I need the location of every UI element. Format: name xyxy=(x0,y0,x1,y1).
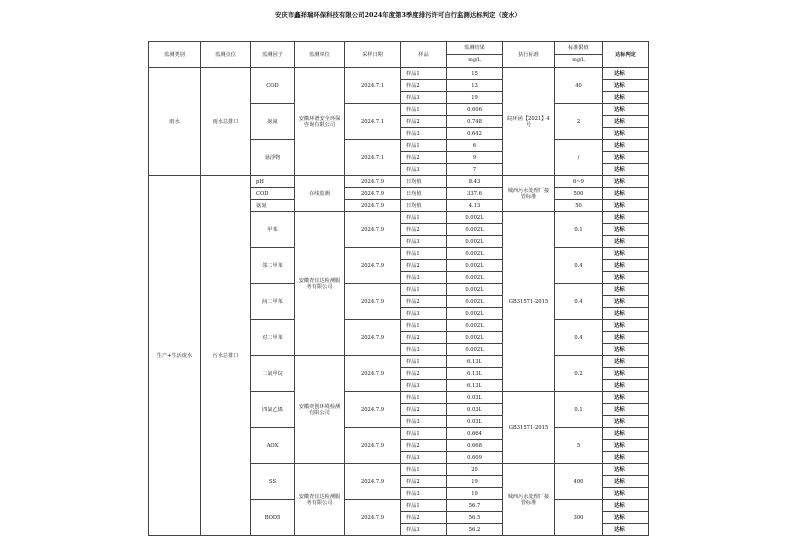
factor-cell: 邻二甲苯 xyxy=(251,248,295,284)
judgement-cell: 达标 xyxy=(603,284,649,296)
result-cell: 0.664 xyxy=(447,428,503,440)
location-cell: 污水总排口 xyxy=(201,176,251,536)
sample-cell: 样品3 xyxy=(401,164,447,176)
sample-cell: 样品1 xyxy=(401,428,447,440)
limit-cell: 5 xyxy=(555,428,603,464)
sample-cell: 样品2 xyxy=(401,296,447,308)
sample-cell: 样品3 xyxy=(401,416,447,428)
sample-cell: 样品3 xyxy=(401,128,447,140)
judgement-cell: 达标 xyxy=(603,68,649,80)
sample-cell: 样品1 xyxy=(401,248,447,260)
category-cell: 生产+生活废水 xyxy=(149,176,201,536)
standard-cell: GB31571-2015 xyxy=(503,212,555,392)
judgement-cell: 达标 xyxy=(603,92,649,104)
sample-cell: 样品1 xyxy=(401,104,447,116)
limit-cell: 0.2 xyxy=(555,356,603,392)
date-cell: 2024.7.9 xyxy=(345,284,401,320)
header-factor: 监测因子 xyxy=(251,42,295,68)
judgement-cell: 达标 xyxy=(603,236,649,248)
result-cell: 6.13L xyxy=(447,368,503,380)
result-cell: 20 xyxy=(447,464,503,476)
limit-cell: 0.4 xyxy=(555,284,603,320)
result-cell: 0.609 xyxy=(447,452,503,464)
sample-cell: 样品2 xyxy=(401,476,447,488)
sample-cell: 样品2 xyxy=(401,440,447,452)
result-cell: 6.13L xyxy=(447,356,503,368)
result-cell: 56.7 xyxy=(447,500,503,512)
result-cell: 6.13L xyxy=(447,380,503,392)
sample-cell: 样品3 xyxy=(401,380,447,392)
limit-cell: 0.4 xyxy=(555,248,603,284)
date-cell: 2024.7.9 xyxy=(345,248,401,284)
monitoring-table xyxy=(148,41,649,536)
table-row xyxy=(149,176,649,188)
limit-cell: 0.1 xyxy=(555,392,603,428)
sample-cell: 日均值 xyxy=(401,188,447,200)
sample-cell: 样品2 xyxy=(401,368,447,380)
date-cell: 2024.7.1 xyxy=(345,68,401,104)
header-location: 监测点位 xyxy=(201,42,251,68)
judgement-cell: 达标 xyxy=(603,152,649,164)
header-limit-unit: mg/L xyxy=(555,55,603,68)
judgement-cell: 达标 xyxy=(603,332,649,344)
result-cell: 0.002L xyxy=(447,236,503,248)
judgement-cell: 达标 xyxy=(603,428,649,440)
judgement-cell: 达标 xyxy=(603,488,649,500)
result-cell: 0.03L xyxy=(447,392,503,404)
standard-cell: 城西污水处理厂接管标准 xyxy=(503,464,555,536)
table-row xyxy=(149,42,649,55)
factor-cell: SS xyxy=(251,464,295,500)
factor-cell: COD xyxy=(251,68,295,104)
result-cell: 19 xyxy=(447,488,503,500)
judgement-cell: 达标 xyxy=(603,344,649,356)
date-cell: 2024.7.1 xyxy=(345,104,401,140)
judgement-cell: 达标 xyxy=(603,356,649,368)
header-sample: 样品 xyxy=(401,42,447,68)
table-row xyxy=(149,68,649,80)
sample-cell: 样品3 xyxy=(401,92,447,104)
standard-cell: GB31571-2015 xyxy=(503,392,555,464)
result-cell: 19 xyxy=(447,476,503,488)
location-cell: 雨水总排口 xyxy=(201,68,251,176)
judgement-cell: 达标 xyxy=(603,476,649,488)
sample-cell: 样品2 xyxy=(401,260,447,272)
limit-cell: 50 xyxy=(555,200,603,212)
sample-cell: 样品2 xyxy=(401,152,447,164)
header-unit: 监测单位 xyxy=(295,42,345,68)
result-cell: 0.002L xyxy=(447,248,503,260)
unit-cell: 在线监测 xyxy=(295,176,345,212)
sample-cell: 样品2 xyxy=(401,116,447,128)
sample-cell: 样品3 xyxy=(401,308,447,320)
factor-cell: 四氯乙烯 xyxy=(251,392,295,428)
judgement-cell: 达标 xyxy=(603,416,649,428)
judgement-cell: 达标 xyxy=(603,212,649,224)
header-limit: 标准限值 xyxy=(555,42,603,55)
result-cell: 0.002L xyxy=(447,284,503,296)
result-cell: 4.13 xyxy=(447,200,503,212)
sample-cell: 样品1 xyxy=(401,500,447,512)
judgement-cell: 达标 xyxy=(603,200,649,212)
standard-cell: 皖环函【2021】4号 xyxy=(503,68,555,176)
judgement-cell: 达标 xyxy=(603,512,649,524)
page-title: 安庆市鑫祥瑞环保科技有限公司2024年度第3季度排污许可自行监测达标判定（废水） xyxy=(275,11,521,19)
limit-cell: 0.1 xyxy=(555,212,603,248)
judgement-cell: 达标 xyxy=(603,116,649,128)
factor-cell: AOX xyxy=(251,428,295,464)
date-cell: 2024.7.9 xyxy=(345,188,401,200)
result-cell: 0.03L xyxy=(447,416,503,428)
factor-cell: 甲苯 xyxy=(251,212,295,248)
factor-cell: 氨氮 xyxy=(251,104,295,140)
judgement-cell: 达标 xyxy=(603,392,649,404)
date-cell: 2024.7.9 xyxy=(345,464,401,500)
sample-cell: 样品1 xyxy=(401,392,447,404)
header-result-unit: mg/L xyxy=(447,55,503,68)
unit-cell: 安徽环谱安全环保咨询有限公司 xyxy=(295,68,345,176)
sample-cell: 样品2 xyxy=(401,512,447,524)
header-standard: 执行标准 xyxy=(503,42,555,68)
factor-cell: 对二甲苯 xyxy=(251,320,295,356)
sample-cell: 样品2 xyxy=(401,80,447,92)
judgement-cell: 达标 xyxy=(603,368,649,380)
result-cell: 0.002L xyxy=(447,212,503,224)
sample-cell: 样品3 xyxy=(401,524,447,536)
sample-cell: 样品3 xyxy=(401,344,447,356)
result-cell: 0.668 xyxy=(447,440,503,452)
limit-cell: 500 xyxy=(555,188,603,200)
factor-cell: 间二甲苯 xyxy=(251,284,295,320)
unit-cell: 安徽青宜达检测服务有限公司 xyxy=(295,464,345,536)
result-cell: 6 xyxy=(447,140,503,152)
sample-cell: 样品1 xyxy=(401,356,447,368)
result-cell: 9 xyxy=(447,152,503,164)
sample-cell: 样品1 xyxy=(401,140,447,152)
result-cell: 0.748 xyxy=(447,116,503,128)
judgement-cell: 达标 xyxy=(603,224,649,236)
result-cell: 56.2 xyxy=(447,524,503,536)
sample-cell: 日均值 xyxy=(401,176,447,188)
limit-cell: / xyxy=(555,140,603,176)
result-cell: 0.002L xyxy=(447,272,503,284)
limit-cell: 2 xyxy=(555,104,603,140)
category-cell: 雨水 xyxy=(149,68,201,176)
judgement-cell: 达标 xyxy=(603,164,649,176)
sample-cell: 样品2 xyxy=(401,332,447,344)
judgement-cell: 达标 xyxy=(603,404,649,416)
result-cell: 13 xyxy=(447,80,503,92)
result-cell: 0.002L xyxy=(447,344,503,356)
date-cell: 2024.7.9 xyxy=(345,356,401,392)
result-cell: 19 xyxy=(447,92,503,104)
factor-cell: BOD5 xyxy=(251,500,295,536)
sample-cell: 样品3 xyxy=(401,452,447,464)
result-cell: 0.642 xyxy=(447,128,503,140)
date-cell: 2024.7.9 xyxy=(345,500,401,536)
result-cell: 337.6 xyxy=(447,188,503,200)
factor-cell: pH xyxy=(251,176,295,188)
result-cell: 56.5 xyxy=(447,512,503,524)
judgement-cell: 达标 xyxy=(603,452,649,464)
judgement-cell: 达标 xyxy=(603,104,649,116)
result-cell: 0.002L xyxy=(447,260,503,272)
sample-cell: 样品3 xyxy=(401,272,447,284)
result-cell: 8.43 xyxy=(447,176,503,188)
judgement-cell: 达标 xyxy=(603,464,649,476)
sample-cell: 样品3 xyxy=(401,488,447,500)
sample-cell: 样品2 xyxy=(401,404,447,416)
limit-cell: 400 xyxy=(555,464,603,500)
result-cell: 0.002L xyxy=(447,320,503,332)
judgement-cell: 达标 xyxy=(603,248,649,260)
result-cell: 0.002L xyxy=(447,308,503,320)
limit-cell: 40 xyxy=(555,68,603,104)
header-category: 监测类别 xyxy=(149,42,201,68)
judgement-cell: 达标 xyxy=(603,188,649,200)
limit-cell: 300 xyxy=(555,500,603,536)
judgement-cell: 达标 xyxy=(603,500,649,512)
sample-cell: 日均值 xyxy=(401,200,447,212)
result-cell: 15 xyxy=(447,68,503,80)
sample-cell: 样品3 xyxy=(401,236,447,248)
sample-cell: 样品1 xyxy=(401,464,447,476)
header-result: 监测结果 xyxy=(447,42,503,55)
date-cell: 2024.7.9 xyxy=(345,392,401,428)
judgement-cell: 达标 xyxy=(603,440,649,452)
sample-cell: 样品2 xyxy=(401,224,447,236)
date-cell: 2024.7.9 xyxy=(345,200,401,212)
sample-cell: 样品1 xyxy=(401,284,447,296)
judgement-cell: 达标 xyxy=(603,128,649,140)
sample-cell: 样品1 xyxy=(401,212,447,224)
factor-cell: COD xyxy=(251,188,295,200)
factor-cell: 氨氮 xyxy=(251,200,295,212)
date-cell: 2024.7.1 xyxy=(345,140,401,176)
result-cell: 0.03L xyxy=(447,404,503,416)
date-cell: 2024.7.9 xyxy=(345,428,401,464)
date-cell: 2024.7.9 xyxy=(345,176,401,188)
sample-cell: 样品1 xyxy=(401,320,447,332)
result-cell: 0.002L xyxy=(447,332,503,344)
judgement-cell: 达标 xyxy=(603,296,649,308)
date-cell: 2024.7.9 xyxy=(345,320,401,356)
judgement-cell: 达标 xyxy=(603,140,649,152)
unit-cell: 安徽青宜达检测服务有限公司 xyxy=(295,212,345,356)
factor-cell: 二氯甲烷 xyxy=(251,356,295,392)
limit-cell: 0.4 xyxy=(555,320,603,356)
judgement-cell: 达标 xyxy=(603,524,649,536)
judgement-cell: 达标 xyxy=(603,320,649,332)
standard-cell: 城西污水处理厂接管标准 xyxy=(503,176,555,212)
limit-cell: 6~9 xyxy=(555,176,603,188)
sample-cell: 样品1 xyxy=(401,68,447,80)
header-judgement: 达标判定 xyxy=(603,42,649,68)
header-date: 采样日期 xyxy=(345,42,401,68)
date-cell: 2024.7.9 xyxy=(345,212,401,248)
factor-cell: 悬浮物 xyxy=(251,140,295,176)
judgement-cell: 达标 xyxy=(603,176,649,188)
result-cell: 0.002L xyxy=(447,224,503,236)
result-cell: 0.002L xyxy=(447,296,503,308)
result-cell: 7 xyxy=(447,164,503,176)
unit-cell: 安徽奕创环境检测有限公司 xyxy=(295,356,345,464)
judgement-cell: 达标 xyxy=(603,380,649,392)
judgement-cell: 达标 xyxy=(603,272,649,284)
result-cell: 0.606 xyxy=(447,104,503,116)
judgement-cell: 达标 xyxy=(603,80,649,92)
judgement-cell: 达标 xyxy=(603,260,649,272)
judgement-cell: 达标 xyxy=(603,308,649,320)
